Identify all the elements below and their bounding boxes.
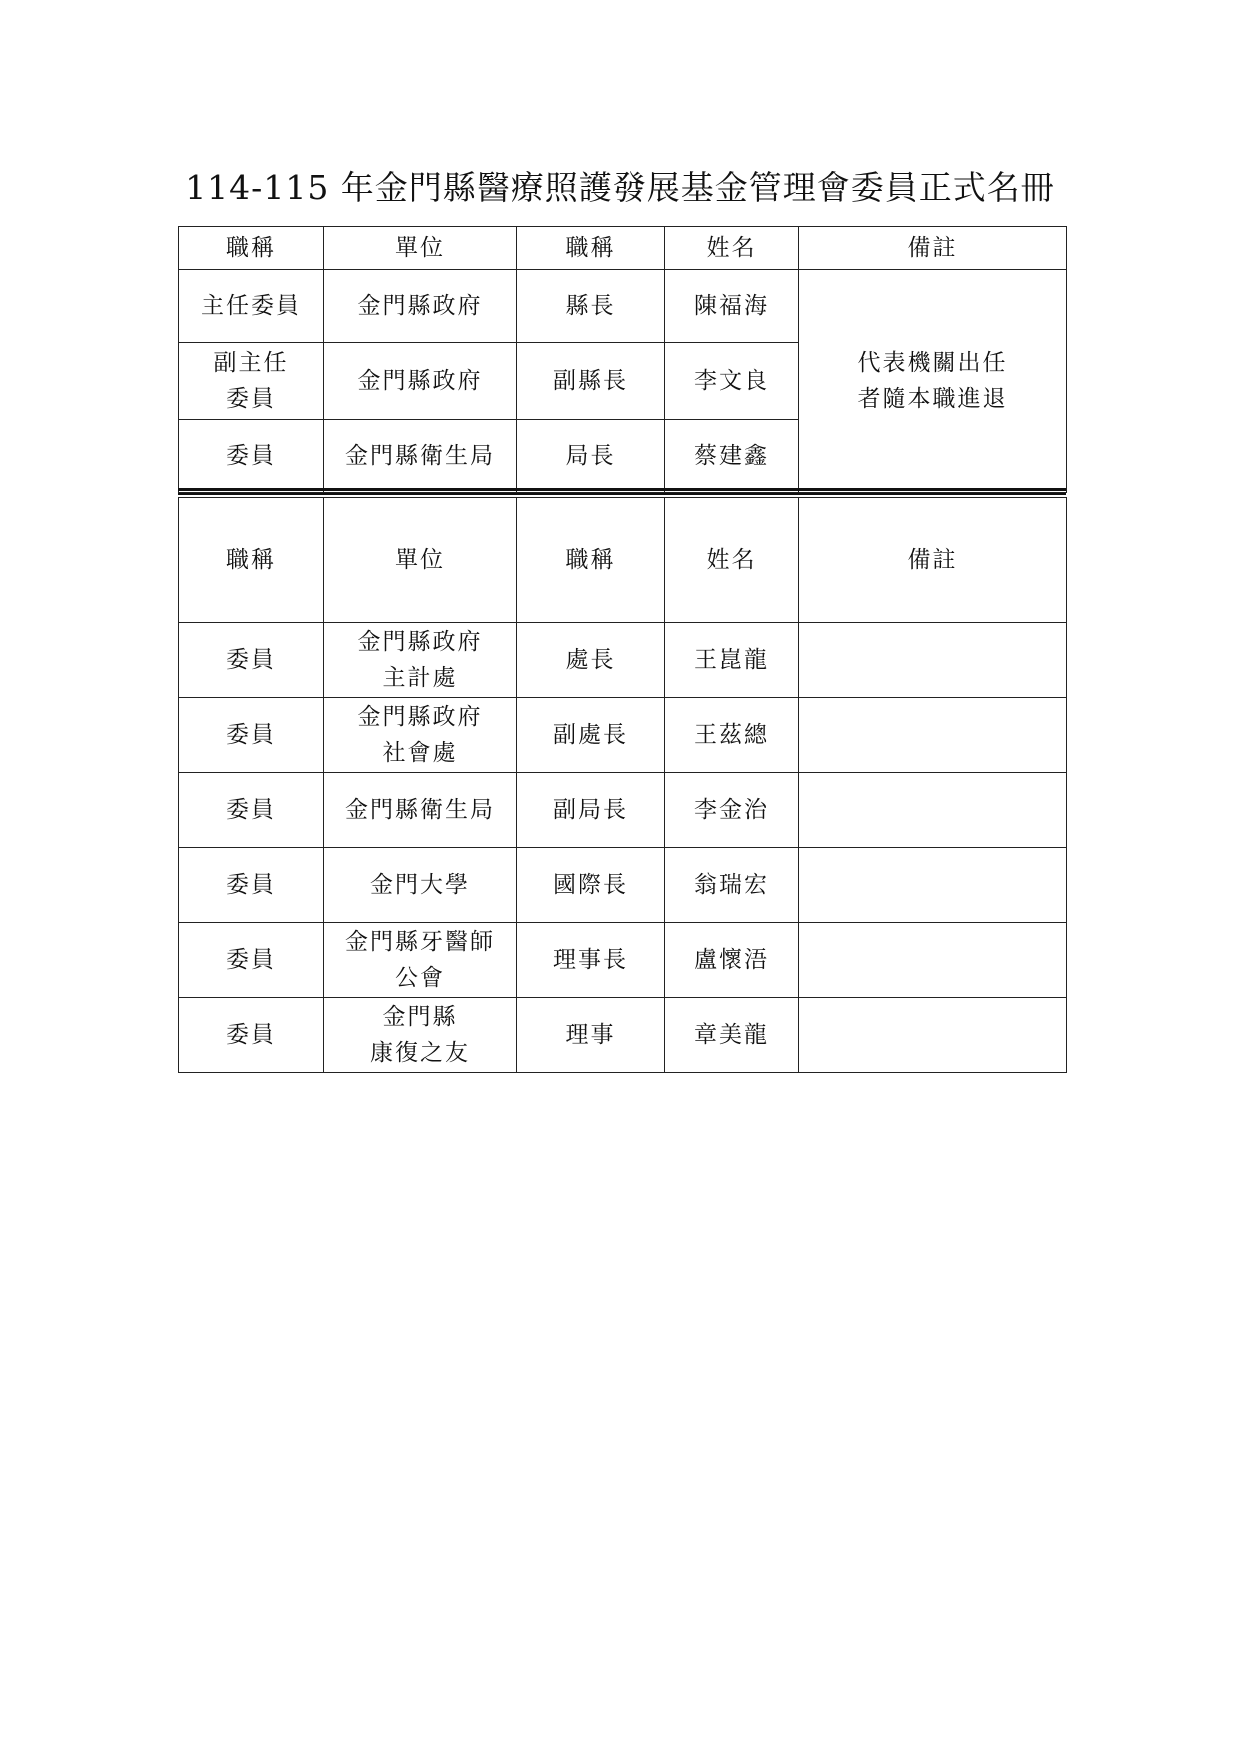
title-cell: 副局長 [517,773,665,848]
name-cell: 翁瑞宏 [665,848,799,923]
unit-cell: 金門縣 康復之友 [324,998,517,1073]
header-cell-note: 備註 [799,498,1067,623]
note-cell [799,623,1067,698]
header-cell-role: 職稱 [179,227,324,270]
role-cell: 委員 [179,420,324,493]
title-cell: 副處長 [517,698,665,773]
header-cell-unit: 單位 [324,498,517,623]
note-cell [799,848,1067,923]
name-cell: 李文良 [665,343,799,420]
unit-cell: 金門縣衛生局 [324,773,517,848]
header-cell-note: 備註 [799,227,1067,270]
unit-cell: 金門縣政府 [324,270,517,343]
header-cell-title: 職稱 [517,498,665,623]
page-title: 114-115 年金門縣醫療照護發展基金管理會委員正式名冊 [185,168,1055,207]
section-divider [178,493,1066,495]
name-cell: 李金治 [665,773,799,848]
role-cell: 委員 [179,623,324,698]
header-cell-name: 姓名 [665,498,799,623]
members-table [178,497,1067,1073]
unit-cell: 金門縣衛生局 [324,420,517,493]
name-cell: 王崑龍 [665,623,799,698]
note-cell [799,998,1067,1073]
title-cell: 副縣長 [517,343,665,420]
table-row [179,623,1067,698]
leaders-table [178,226,1067,493]
role-cell: 委員 [179,848,324,923]
role-cell: 委員 [179,773,324,848]
role-cell: 委員 [179,998,324,1073]
unit-cell: 金門縣政府 [324,343,517,420]
table-header-row [179,498,1067,623]
title-cell: 縣長 [517,270,665,343]
role-cell: 主任委員 [179,270,324,343]
title-cell: 處長 [517,623,665,698]
header-cell-role: 職稱 [179,498,324,623]
unit-cell: 金門縣政府 社會處 [324,698,517,773]
table-row [179,998,1067,1073]
role-cell: 副主任 委員 [179,343,324,420]
table-row [179,270,1067,343]
note-cell [799,698,1067,773]
table-row [179,698,1067,773]
note-cell-merged: 代表機關出任 者隨本職進退 [799,270,1067,493]
table-row [179,923,1067,998]
unit-cell: 金門大學 [324,848,517,923]
name-cell: 章美龍 [665,998,799,1073]
role-cell: 委員 [179,698,324,773]
header-cell-title: 職稱 [517,227,665,270]
header-cell-unit: 單位 [324,227,517,270]
title-cell: 國際長 [517,848,665,923]
title-cell: 理事長 [517,923,665,998]
name-cell: 陳福海 [665,270,799,343]
name-cell: 盧懷浯 [665,923,799,998]
note-cell [799,773,1067,848]
name-cell: 王茲總 [665,698,799,773]
header-cell-name: 姓名 [665,227,799,270]
table-row [179,773,1067,848]
unit-cell: 金門縣牙醫師 公會 [324,923,517,998]
table-header-row [179,227,1067,270]
note-cell [799,923,1067,998]
section-divider [178,488,1066,491]
title-cell: 理事 [517,998,665,1073]
name-cell: 蔡建鑫 [665,420,799,493]
title-cell: 局長 [517,420,665,493]
unit-cell: 金門縣政府 主計處 [324,623,517,698]
table-row [179,848,1067,923]
role-cell: 委員 [179,923,324,998]
